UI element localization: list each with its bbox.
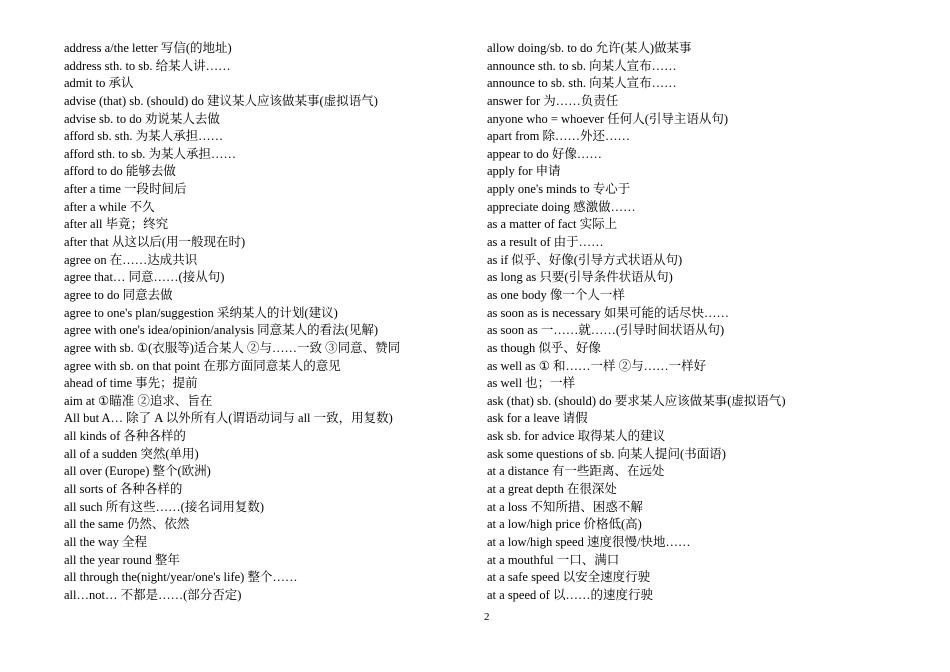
phrase-entry: as soon as 一……就……(引导时间状语从句) (487, 323, 725, 338)
phrase-entry: all…not… 不都是……(部分否定) (64, 587, 242, 602)
phrase-entry: agree to do 同意去做 (64, 287, 173, 302)
phrase-entry: agree to one's plan/suggestion 采纳某人的计划(建议) (64, 305, 338, 320)
phrase-entry: ask some questions of sb. 向某人提问(书面语) (487, 446, 726, 461)
phrase-entry: afford sb. sth. 为某人承担…… (64, 129, 224, 144)
phrase-entry: advise (that) sb. (should) do 建议某人应该做某事(虚拟语气) (64, 93, 378, 108)
phrase-entry: advise sb. to do 劝说某人去做 (64, 111, 220, 126)
phrase-entry: as long as 只要(引导条件状语从句) (487, 270, 673, 285)
phrase-entry: apply one's minds to 专心于 (487, 182, 631, 197)
phrase-entry: after that 从这以后(用一般现在时) (64, 235, 246, 250)
phrase-entry: afford to do 能够去做 (64, 164, 176, 179)
phrase-entry: address a/the letter 写信(的地址) (64, 41, 232, 55)
phrase-entry: agree with sb. on that point 在那方面同意某人的意见 (64, 358, 341, 373)
phrase-entry: afford sth. to sb. 为某人承担…… (64, 146, 236, 161)
phrase-entry: at a low/high speed 速度很慢/快地…… (487, 534, 691, 549)
phrase-entry: at a mouthful 一口、满口 (487, 552, 620, 567)
phrase-entry: all the same 仍然、依然 (64, 517, 190, 532)
phrase-entry: all through the(night/year/one's life) 整个…… (64, 570, 298, 585)
phrase-entry: ask for a leave 请假 (487, 411, 588, 426)
phrase-entry: as a result of 由于…… (487, 235, 604, 250)
phrase-entry: apply for 申请 (487, 164, 561, 179)
phrase-entry: all sorts of 各种各样的 (64, 482, 183, 497)
left-column (64, 40, 474, 605)
page-number: 2 (484, 611, 490, 623)
phrase-entry: announce sth. to sb. 向某人宣布…… (487, 58, 677, 73)
phrase-entry: at a low/high price 价格低(高) (487, 517, 642, 532)
phrase-entry: announce to sb. sth. 向某人宣布…… (487, 76, 677, 91)
phrase-entry: after a time 一段时间后 (64, 182, 187, 197)
phrase-entry: all the year round 整年 (64, 552, 180, 567)
phrase-entry: aim at ①瞄准 ②追求、旨在 (64, 393, 213, 408)
phrase-entry: at a distance 有一些距离、在远处 (487, 464, 665, 479)
phrase-entry: agree with one's idea/opinion/analysis 同意某人的看法(见解) (64, 323, 379, 338)
phrase-entry: appear to do 好像…… (487, 146, 602, 161)
phrase-entry: answer for 为……负责任 (487, 93, 619, 108)
phrase-entry: all such 所有这些……(接名词用复数) (64, 499, 264, 514)
phrase-entry: all of a sudden 突然(单用) (64, 446, 199, 461)
phrase-entry: apart from 除……外还…… (487, 129, 631, 144)
phrase-entry: ahead of time 事先；提前 (64, 376, 198, 391)
phrase-entry: ask sb. for advice 取得某人的建议 (487, 429, 666, 444)
phrase-entry: after a while 不久 (64, 199, 155, 214)
phrase-entry: as well as ① 和……一样 ②与……一样好 (487, 358, 707, 373)
phrase-entry: as a matter of fact 实际上 (487, 217, 618, 232)
phrase-entry: at a great depth 在很深处 (487, 482, 617, 497)
phrase-entry: after all 毕竟；终究 (64, 217, 169, 232)
phrase-entry: as though 似乎、好像 (487, 340, 601, 355)
right-column (487, 40, 927, 605)
phrase-entry: all kinds of 各种各样的 (64, 429, 186, 444)
phrase-entry: all over (Europe) 整个(欧洲) (64, 464, 211, 479)
phrase-entry: at a speed of 以……的速度行驶 (487, 587, 653, 602)
phrase-entry: at a loss 不知所措、困惑不解 (487, 499, 643, 514)
phrase-entry: as soon as is necessary 如果可能的话尽快…… (487, 305, 729, 320)
phrase-entry: as one body 像一个人一样 (487, 287, 625, 302)
phrase-entry: at a safe speed 以安全速度行驶 (487, 570, 651, 585)
phrase-entry: allow doing/sb. to do 允许(某人)做某事 (487, 41, 692, 55)
phrase-entry: as well 也；一样 (487, 376, 576, 391)
phrase-entry: all the way 全程 (64, 534, 147, 549)
phrase-entry: as if 似乎、好像(引导方式状语从句) (487, 252, 683, 267)
phrase-entry: agree that… 同意……(接从句) (64, 270, 225, 285)
phrase-entry: All but A… 除了 A 以外所有人(谓语动词与 all 一致，用复数) (64, 411, 393, 426)
phrase-entry: agree on 在……达成共识 (64, 252, 198, 267)
phrase-entry: anyone who = whoever 任何人(引导主语从句) (487, 111, 729, 126)
phrase-entry: appreciate doing 感激做…… (487, 199, 636, 214)
phrase-entry: ask (that) sb. (should) do 要求某人应该做某事(虚拟语气) (487, 393, 786, 408)
phrase-entry: admit to 承认 (64, 76, 134, 91)
phrase-entry: address sth. to sb. 给某人讲…… (64, 58, 231, 73)
phrase-entry: agree with sb. ①(衣服等)适合某人 ②与……一致 ③同意、赞同 (64, 340, 401, 355)
